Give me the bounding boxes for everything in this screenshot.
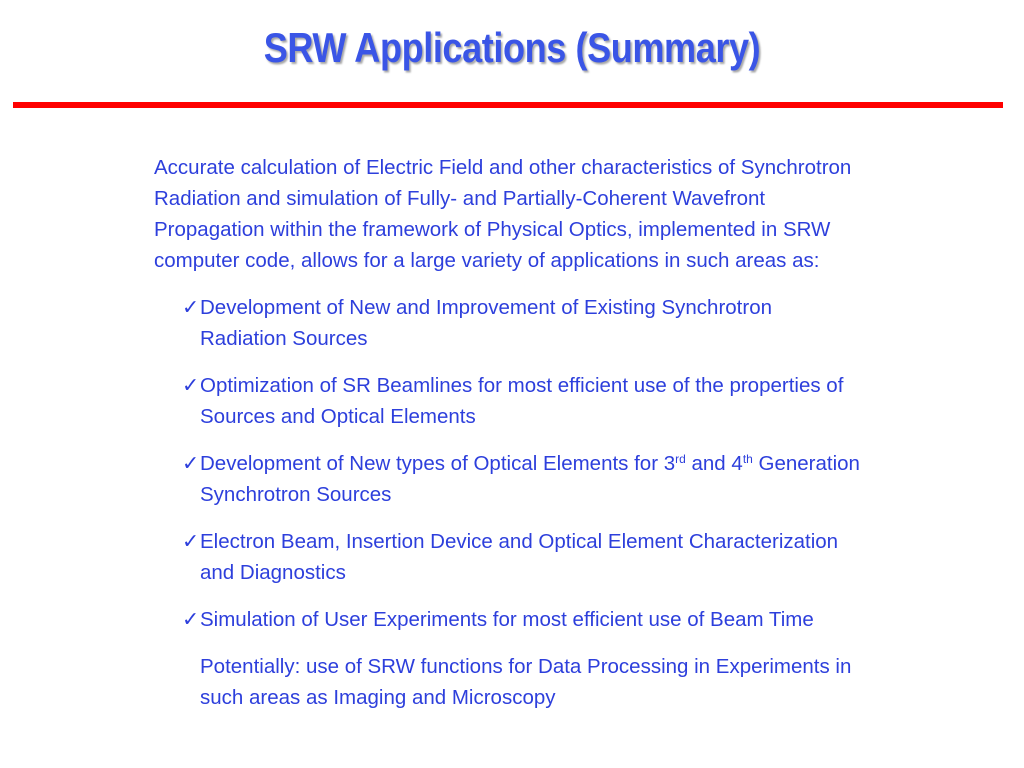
checkmark-icon: ✓: [182, 608, 200, 631]
bullet-item-user-experiments: [154, 604, 894, 635]
bullet-text-part: Development of New types of Optical Elements for 3: [200, 452, 676, 475]
checkmark-icon: ✓: [182, 296, 200, 319]
slide-body: [154, 152, 894, 713]
checkmark-icon: ✓: [182, 530, 200, 553]
intro-line: Accurate calculation of Electric Field and other characteristics of Synchrotron: [154, 156, 852, 179]
slide-title: SRW Applications (Summary): [263, 24, 761, 71]
bullet-text: Radiation Sources: [200, 327, 368, 350]
bullet-text: Optimization of SR Beamlines for most efficient use of the properties of: [200, 374, 844, 397]
bullet-text: Sources and Optical Elements: [200, 405, 476, 428]
checkmark-icon: ✓: [182, 374, 200, 397]
intro-line: Propagation within the framework of Physical Optics, implemented in SRW: [154, 218, 831, 241]
note-line: Potentially: use of SRW functions for Data Processing in Experiments in: [200, 655, 852, 678]
bullet-text: and Diagnostics: [200, 561, 346, 584]
note-line: such areas as Imaging and Microscopy: [200, 686, 556, 709]
bullet-item-beamlines: [154, 370, 894, 432]
intro-line: Radiation and simulation of Fully- and Partially-Coherent Wavefront: [154, 187, 766, 210]
superscript: rd: [675, 452, 686, 466]
superscript: th: [742, 452, 753, 466]
intro-line: computer code, allows for a large variety of applications in such areas as:: [154, 249, 820, 272]
bullet-text-part: Generation: [752, 452, 860, 475]
bullet-text: [200, 448, 894, 479]
bullet-text: Development of New and Improvement of Existing Synchrotron: [200, 296, 772, 319]
potential-note: [154, 651, 894, 713]
intro-paragraph: [154, 152, 894, 276]
bullet-text: Synchrotron Sources: [200, 483, 392, 506]
bullet-text: Simulation of User Experiments for most efficient use of Beam Time: [200, 608, 814, 631]
bullet-item-sources: [154, 292, 894, 354]
bullet-text: Electron Beam, Insertion Device and Optical Element Characterization: [200, 530, 839, 553]
bullet-item-optical-elements: [154, 448, 894, 510]
checkmark-icon: ✓: [182, 452, 200, 475]
title-divider: [13, 102, 1003, 108]
bullet-text-part: and 4: [685, 452, 743, 475]
bullet-item-diagnostics: [154, 526, 894, 588]
